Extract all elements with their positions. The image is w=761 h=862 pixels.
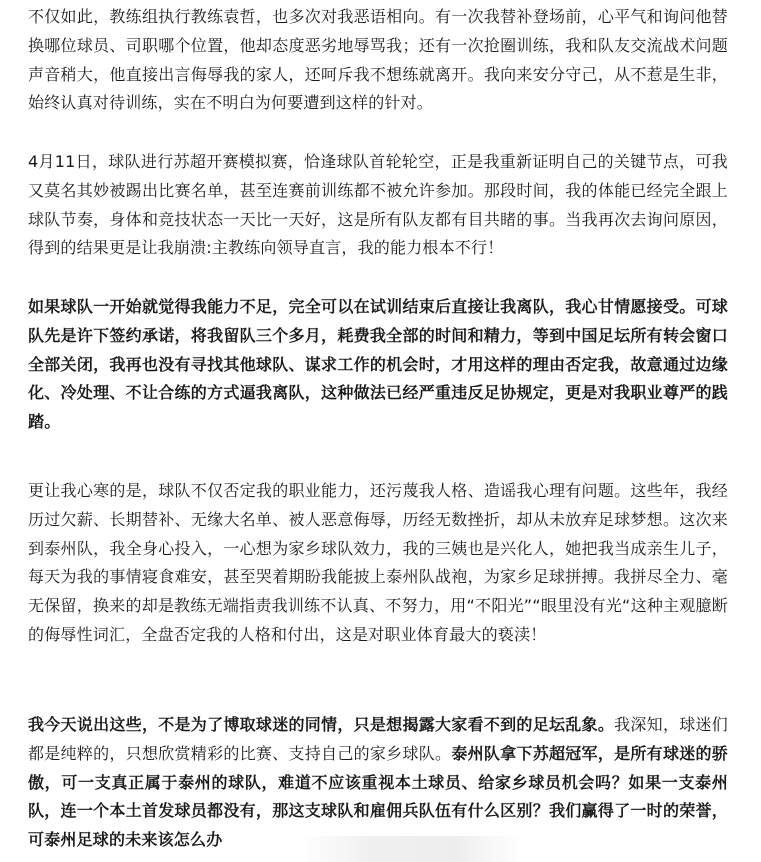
closing-bold-question: 泰州队拿下苏超冠军，是所有球迷的骄傲，可一支真正属于泰州的球队，难道不应该重视本土球员、给家乡球员机会吗？如果一支泰州队，连一个本土首发球员都没有，那这支球队和雇佣兵队伍有什么区别？我们赢得了一时的荣誉，可泰州足球的未来该怎么办 bbox=[28, 743, 729, 850]
closing-normal-text: 我深知，球迷们都是纯粹的，只想欣赏精彩的比赛、支持自己的家乡球队。 bbox=[28, 715, 728, 763]
paragraph-coach-abuse: 不仅如此，教练组执行教练袁哲，也多次对我恶语相向。有一次我替补登场前，心平气和询问他替换哪位球员、司职哪个位置，他却态度恶劣地辱骂我；还有一次抢圈训练，我和队友交流战术问题声音稍大，他直接出言侮辱我的家人，还呵斥我不想练就离开。我向来安分守己，从不惹是生非，始终认真对待训练，实在不明白为何要遭到这样的针对。 bbox=[28, 7, 728, 113]
paragraph-closing-statement bbox=[28, 711, 728, 855]
bottom-fade-overlay bbox=[300, 836, 520, 862]
closing-bold-intro: 我今天说出这些，不是为了博取球迷的同情，只是想揭露大家看不到的足坛乱象。 bbox=[28, 715, 615, 734]
paragraph-contract-promise: 如果球队一开始就觉得我能力不足，完全可以在试训结束后直接让我离队，我心甘情愿接受。可球队先是许下签约承诺，将我留队三个多月，耗费我全部的时间和精力，等到中国足坛所有转会窗口全部关闭，我再也没有寻找其他球队、谋求工作的机会时，才用这样的理由否定我，故意通过边缘化、冷处理、不让合练的方式逼我离队，这种做法已经严重违反足协规定，更是对我职业尊严的践踏。 bbox=[28, 297, 728, 432]
paragraph-april-11: 4月11日，球队进行苏超开赛模拟赛，恰逢球队首轮轮空，正是我重新证明自己的关键节点，可我又莫名其妙被踢出比赛名单，甚至连赛前训练都不被允许参加。那段时间，我的体能已经完全跟上球队节奏，身体和竞技状态一天比一天好，这是所有队友都有目共睹的事。当我再次去询问原因，得到的结果更是让我崩溃:主教练向领导直言，我的能力根本不行！ bbox=[28, 152, 728, 258]
paragraph-character-slander: 更让我心寒的是，球队不仅否定我的职业能力，还污蔑我人格、造谣我心理有问题。这些年，我经历过欠薪、长期替补、无缘大名单、被人恶意侮辱，历经无数挫折，却从未放弃足球梦想。这次来到泰州队，我全身心投入，一心想为家乡球队效力，我的三姨也是兴化人，她把我当成亲生儿子，每天为我的事情寝食难安，甚至哭着期盼我能披上泰州队战袍，为家乡足球拼搏。我拼尽全力、毫无保留，换来的却是教练无端指责我训练不认真、不努力，用“不阳光”“眼里没有光“这种主观臆断的侮辱性词汇，全盘否定我的人格和付出，这是对职业体育最大的亵渎！ bbox=[28, 481, 728, 644]
